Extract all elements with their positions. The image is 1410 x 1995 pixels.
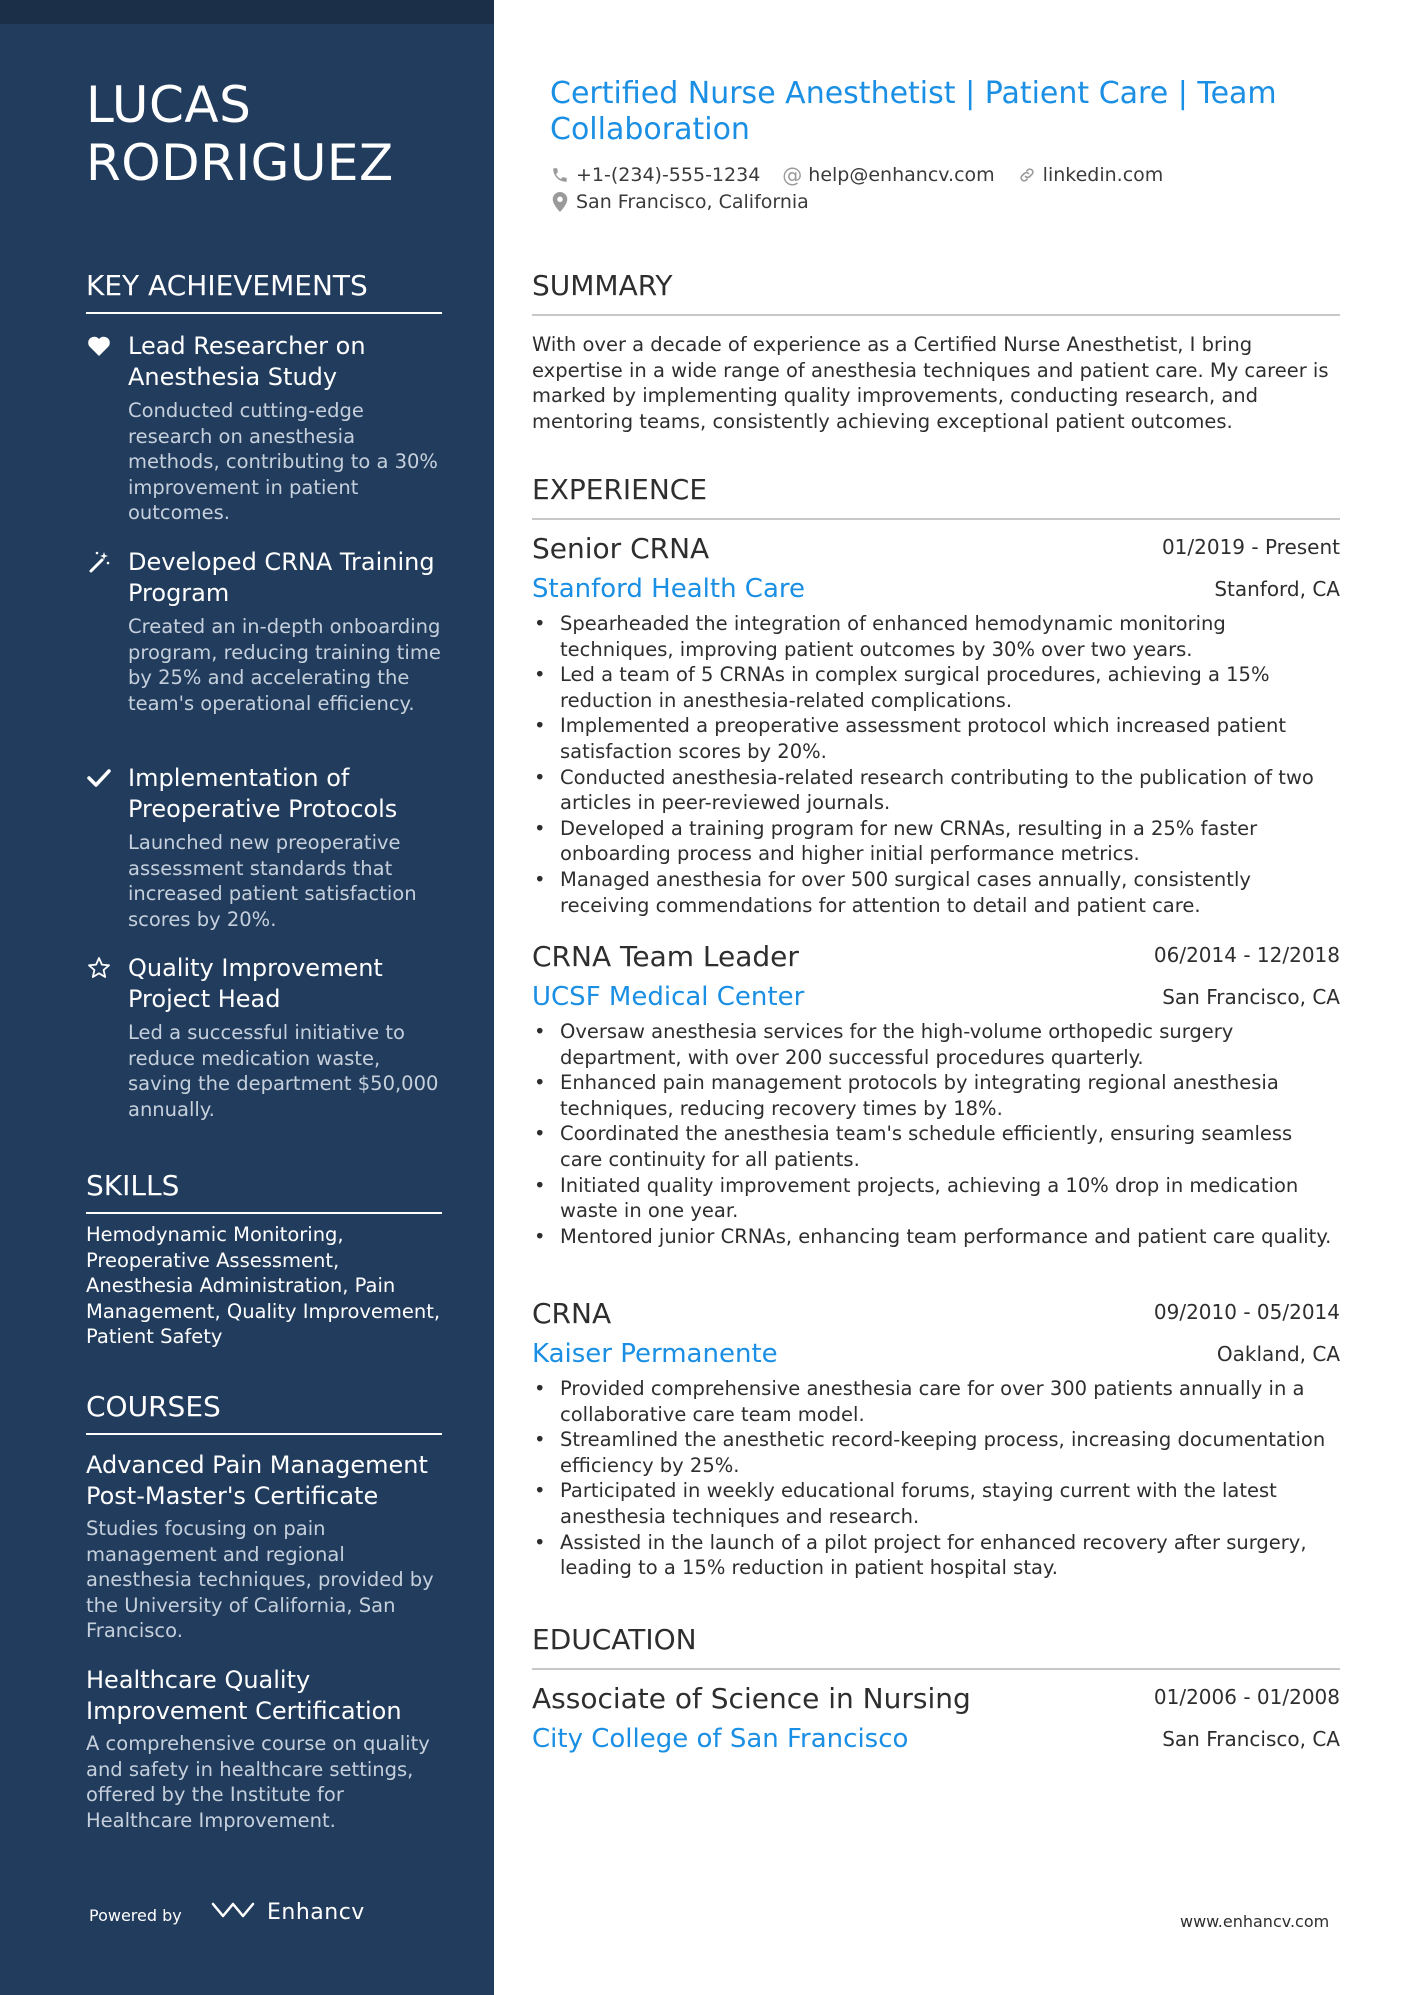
heart-icon xyxy=(86,333,112,359)
job-location: Stanford, CA xyxy=(1214,577,1340,601)
job-bullets xyxy=(532,1376,1340,1581)
achievement-title: Quality Improvement Project Head xyxy=(128,954,383,1013)
email-contact[interactable] xyxy=(782,164,994,186)
job-bullet: • Initiated quality improvement projects, achieving a 10% drop in medication waste in one year. xyxy=(532,1173,1340,1224)
job-bullet: • Developed a training program for new CRNAs, resulting in a 25% faster onboarding process and higher initial performance metrics. xyxy=(532,816,1340,867)
achievement-title: Developed CRNA Training Program xyxy=(128,548,435,607)
candidate-name xyxy=(86,76,394,192)
job-location: San Francisco, CA xyxy=(1162,985,1340,1009)
job-company: Stanford Health Care xyxy=(532,574,806,604)
job-company: Kaiser Permanente xyxy=(532,1339,778,1369)
education-dates: 01/2006 - 01/2008 xyxy=(1153,1685,1340,1709)
job-role: CRNA xyxy=(532,1297,612,1330)
location-row xyxy=(550,191,831,213)
experience-title: EXPERIENCE xyxy=(532,472,1340,520)
job-bullet: • Managed anesthesia for over 500 surgical cases annually, consistently receiving commendations for attention to detail and patient care. xyxy=(532,867,1340,918)
course-title: Advanced Pain Management Post-Master's Certificate xyxy=(86,1451,428,1510)
education-entry xyxy=(532,1681,1340,1759)
location-pin-icon xyxy=(550,192,570,212)
brand-name: Enhancv xyxy=(267,1899,365,1925)
powered-by: Powered by xyxy=(89,1906,182,1925)
achievement-item xyxy=(86,763,446,932)
magic-wand-icon xyxy=(86,549,112,575)
education-location: San Francisco, CA xyxy=(1162,1727,1340,1751)
achievement-item xyxy=(86,953,446,1122)
course-title: Healthcare Quality Improvement Certification xyxy=(86,1666,402,1725)
course-item xyxy=(86,1450,446,1644)
job-entry xyxy=(532,939,1340,1249)
education-school: City College of San Francisco xyxy=(532,1724,909,1754)
job-location: Oakland, CA xyxy=(1216,1342,1340,1366)
education-title: EDUCATION xyxy=(532,1622,1340,1670)
phone-contact[interactable] xyxy=(550,164,760,186)
name-last: RODRIGUEZ xyxy=(86,134,394,192)
job-bullet: • Oversaw anesthesia services for the high-volume orthopedic surgery department, with over 200 successful procedures quarterly. xyxy=(532,1019,1340,1070)
courses-title: COURSES xyxy=(86,1389,442,1435)
job-bullets xyxy=(532,611,1340,918)
achievement-title: Lead Researcher on Anesthesia Study xyxy=(128,332,366,391)
sidebar-top-bar xyxy=(0,0,494,24)
at-sign-icon: @ xyxy=(782,163,803,187)
brand-logo[interactable] xyxy=(209,1898,365,1926)
skills-list: Hemodynamic Monitoring, Preoperative Assessment, Anesthesia Administration, Pain Management, Quality Improvement, Patient Safety xyxy=(86,1223,441,1349)
course-item xyxy=(86,1665,446,1833)
job-bullet: • Spearheaded the integration of enhanced hemodynamic monitoring techniques, improving patient outcomes by 30% over two years. xyxy=(532,611,1340,662)
job-dates: 06/2014 - 12/2018 xyxy=(1153,943,1340,967)
email-text: help@enhancv.com xyxy=(808,164,995,186)
job-bullet: • Enhanced pain management protocols by integrating regional anesthesia techniques, reducing recovery times by 18%. xyxy=(532,1070,1340,1121)
achievement-desc: Created an in-depth onboarding program, reducing training time by 25% and accelerating the team's operational efficiency. xyxy=(128,615,441,715)
enhancv-logo-icon xyxy=(209,1898,257,1926)
job-bullet: • Participated in weekly educational forums, staying current with the latest anesthesia techniques and research. xyxy=(532,1478,1340,1529)
sidebar xyxy=(0,0,494,1995)
checkmark-icon xyxy=(86,765,112,791)
job-bullet: • Implemented a preoperative assessment protocol which increased patient satisfaction scores by 20%. xyxy=(532,713,1340,764)
course-desc: Studies focusing on pain management and regional anesthesia techniques, provided by the University of California, San Francisco. xyxy=(86,1517,434,1643)
job-dates: 09/2010 - 05/2014 xyxy=(1153,1300,1340,1324)
phone-icon xyxy=(550,165,570,185)
achievements-title: KEY ACHIEVEMENTS xyxy=(86,268,442,314)
job-bullet: • Assisted in the launch of a pilot project for enhanced recovery after surgery, leading to a 15% reduction in patient hospital stay. xyxy=(532,1530,1340,1581)
education-degree: Associate of Science in Nursing xyxy=(532,1682,971,1715)
job-bullet: • Mentored junior CRNAs, enhancing team performance and patient care quality. xyxy=(532,1224,1340,1250)
linkedin-text: linkedin.com xyxy=(1042,164,1164,186)
job-bullet: • Led a team of 5 CRNAs in complex surgical procedures, achieving a 15% reduction in anesthesia-related complications. xyxy=(532,662,1340,713)
achievement-item xyxy=(86,331,446,526)
achievement-title: Implementation of Preoperative Protocols xyxy=(128,764,398,823)
job-company: UCSF Medical Center xyxy=(532,982,805,1012)
job-bullet: • Provided comprehensive anesthesia care for over 300 patients annually in a collaborative care team model. xyxy=(532,1376,1340,1427)
job-entry xyxy=(532,1296,1340,1581)
job-role: Senior CRNA xyxy=(532,532,710,565)
job-bullet: • Coordinated the anesthesia team's schedule efficiently, ensuring seamless care continuity for all patients. xyxy=(532,1121,1340,1172)
summary-title: SUMMARY xyxy=(532,268,1340,316)
achievement-desc: Led a successful initiative to reduce medication waste, saving the department $50,000 annually. xyxy=(128,1021,439,1121)
summary-text: With over a decade of experience as a Certified Nurse Anesthetist, I bring expertise in a wide range of anesthesia techniques and patient care. My career is marked by implementing quality improvements, conducting research, and mentoring teams, consistently achieving exceptional patient outcomes. xyxy=(532,333,1329,433)
job-bullet: • Conducted anesthesia-related research contributing to the publication of two articles in peer-reviewed journals. xyxy=(532,765,1340,816)
location-text: San Francisco, California xyxy=(576,191,809,213)
course-desc: A comprehensive course on quality and safety in healthcare settings, offered by the Institute for Healthcare Improvement. xyxy=(86,1732,430,1832)
headline: Certified Nurse Anesthetist | Patient Care | Team Collaboration xyxy=(550,76,1277,147)
skills-title: SKILLS xyxy=(86,1168,442,1214)
linkedin-contact[interactable] xyxy=(1017,164,1164,186)
contact-row xyxy=(550,164,1185,186)
job-dates: 01/2019 - Present xyxy=(1161,535,1340,559)
name-first: LUCAS xyxy=(86,76,252,134)
footer-url[interactable]: www.enhancv.com xyxy=(1180,1912,1330,1931)
job-bullet: • Streamlined the anesthetic record-keeping process, increasing documentation efficiency by 25%. xyxy=(532,1427,1340,1478)
location-contact xyxy=(550,191,809,213)
job-bullets xyxy=(532,1019,1340,1249)
job-role: CRNA Team Leader xyxy=(532,940,799,973)
job-entry xyxy=(532,531,1340,918)
achievement-desc: Conducted cutting-edge research on anesthesia methods, contributing to a 30% improvement in patient outcomes. xyxy=(128,399,438,525)
achievement-desc: Launched new preoperative assessment standards that increased patient satisfaction scores by 20%. xyxy=(128,831,417,931)
link-icon xyxy=(1017,165,1037,185)
phone-text: +1-(234)-555-1234 xyxy=(576,164,761,186)
star-icon xyxy=(86,955,112,981)
achievement-item xyxy=(86,547,446,716)
